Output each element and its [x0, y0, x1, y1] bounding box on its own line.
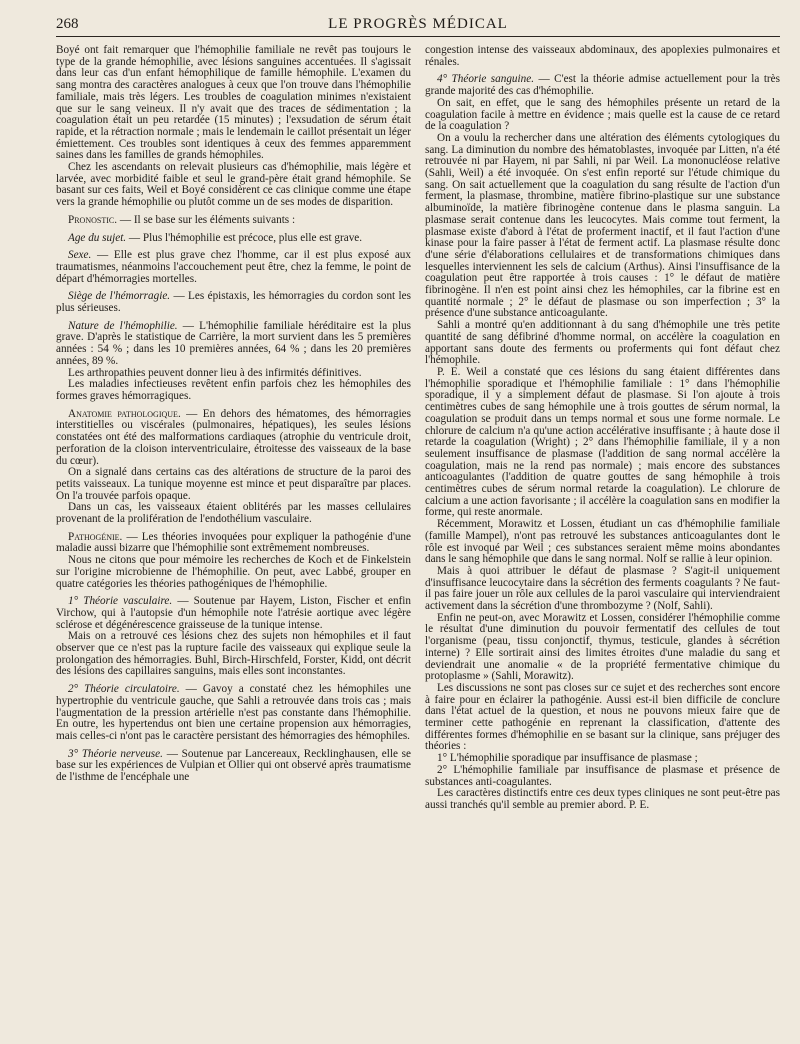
subsection-heading: 4° Théorie sanguine.	[437, 73, 534, 86]
paragraph-text: On sait, en effet, que le sang des hémophiles présente un retard de la coagulation facile à mettre en évidence ; mais quelle est la cause de ce retard de la coagulation ?	[425, 96, 780, 133]
paragraph	[425, 367, 780, 519]
paragraph-text: Chez les ascendants on relevait plusieurs cas d'hémophilie, mais légère et larvée, avec morbidité faible et seul le grand-père était grand hémophile. Se basant sur ces faits, Weil et Boyé considèrent ce cas clinique comme une étape vers la grande hémophilie ou plutôt comme un de ses modes de disparition.	[56, 161, 411, 209]
paragraph-text: Les arthropathies peuvent donner lieu à des infirmités définitives.	[68, 366, 362, 379]
paragraph-text: — Soutenue par Lancereaux, Recklinghausen, elle se base sur les expériences de Vulpian et Ollier qui ont observé après traumatisme de l'isthme de l'encéphale une	[56, 747, 411, 784]
paragraph-text: — En dehors des hématomes, des hémorragies interstitielles ou viscérales (pulmonaires, hépatiques), les seules lésions constatées ont été des malformations cardiaques (atrophie du ventricule droit, perforation de la cloison interventriculaire, étroitesse des vaisseaux de la base du cœur).	[56, 407, 411, 467]
paragraph-text: Dans un cas, les vaisseaux étaient oblitérés par les masses cellulaires provenant de la prolifération de l'endothélium vasculaire.	[56, 501, 411, 526]
paragraph-text: Enfin ne peut-on, avec Morawitz et Lossen, considérer l'hémophilie comme le résultat d'une diminution du pouvoir fermentatif des cellules de tout l'organisme (peau, tissu conjonctif, thymus, testicule, glandes à sécrétion interne) ? Elle sortirait ainsi des limites étroites d'une maladie du sang et deviendrait une anomalie « de la propriété fermentative chimique du protoplasme » (Sahli, Morawitz).	[425, 611, 780, 683]
paragraph-text: — Soutenue par Hayem, Liston, Fischer et enfin Virchow, qui à l'autopsie d'un hémophile note l'atrésie aortique avec légère sclérose et dégénérescence graisseuse de la tunique intense.	[56, 595, 411, 631]
page-number: 268	[56, 16, 79, 32]
left-column	[56, 45, 411, 812]
paragraph	[56, 379, 411, 402]
paragraph-text: Sahli a montré qu'en additionnant à du sang d'hémophile une très petite quantité de sang défibriné d'homme normal, on accélère la coagulation en apportant sans doute des ferments ou proferments qui font défaut chez l'hémophile.	[425, 319, 780, 367]
paragraph-text: — Les épistaxis, les hémorragies du cordon sont les plus sérieuses.	[56, 290, 411, 315]
paragraph	[56, 684, 411, 743]
section-heading: Pronostic.	[68, 213, 118, 226]
section-heading: Anatomie pathologique.	[68, 407, 181, 420]
subsection-heading: Age du sujet.	[68, 231, 127, 244]
paragraph	[56, 596, 411, 631]
paragraph-text: Mais on a retrouvé ces lésions chez des sujets non hémophiles et il faut observer que ce n'est pas la rupture facile des vaisseaux qui explique seule la prolongation des hémorragies. Buhl, Birch-Hirschfeld, Forster, Kidd, ont décrit des lésions des capillaires sanguins, mais elles sont inconstantes.	[56, 630, 411, 678]
paragraph-text: 1° L'hémophilie sporadique par insuffisance de plasmase ;	[437, 752, 698, 765]
paragraph	[425, 320, 780, 367]
paragraph	[425, 133, 780, 320]
paragraph-text: Mais à quoi attribuer le défaut de plasmase ? S'agit-il uniquement d'insuffisance leucocytaire dans la sécrétion des ferments coagulants ? Ne faut-il pas faire jouer un rôle aux cellules de la paroi vasculaire qui interviendraient activement dans la sécrétion d'une thrombozyme ? (Nolf, Sahli).	[425, 564, 780, 613]
paragraph-text: congestion intense des vaisseaux abdominaux, des apoplexies pulmonaires et rénales.	[425, 44, 780, 68]
paragraph	[56, 215, 411, 227]
paragraph	[425, 98, 780, 133]
paragraph-text: — L'hémophilie familiale héréditaire est la plus grave. D'après le statistique de Carrière, la mort survient dans les 5 premières années : 54 % ; dans les 10 premières années, 64 % ; dans les 20 premières années, 89 %.	[56, 319, 412, 367]
paragraph	[425, 613, 780, 683]
paragraph	[56, 233, 411, 245]
paragraph-text: — Gavoy a constaté chez les hémophiles une hypertrophie du ventricule gauche, que Sahli a retrouvée dans trois cas ; mais l'augmentation de la pression artérielle n'est pas constante dans l'hémophilie. En outre, les hypertendus ont bien une certaine propension aux hémorragies, mais celles-ci n'ont pas le caractère persistant des hémorragies des hémophiles.	[56, 683, 411, 742]
paragraph	[56, 749, 411, 784]
paragraph	[56, 631, 411, 678]
paragraph	[56, 555, 411, 590]
paragraph	[425, 45, 780, 68]
journal-title: LE PROGRÈS MÉDICAL	[328, 16, 508, 32]
subsection-heading: 3° Théorie nerveuse.	[68, 747, 163, 760]
subsection-heading: 1° Théorie vasculaire.	[68, 595, 173, 608]
paragraph-text: P. E. Weil a constaté que ces lésions du sang étaient différentes dans l'hémophilie sporadique et l'hémophilie familiale : 1° dans l'hémophilie sporadique, il y a simplement défaut de plasmase. Si l'on ajoute à trois centimètres cubes de sang hémophile une à trois gouttes de sérum normal, la coagulation se produit dans un temps normal et sous une forme normale. Le chlorure de calcium n'a qu'une action accélérative insuffisante ; à haute dose il retarde la coagulation (Wright) ; 2° dans l'hémophilie familiale, il y a non seulement insuffisance de plasmase (l'addition de sang normal accélère la coagulation, mais ne la rend pas normale) ; mais encore des substances anticoagulantes (l'addition de quatre gouttes de sang hémophile à trois centimètres cubes de sérum normal retarde la coagulation). Le chlorure de calcium a une action favorisante ; il accélère la coagulation sans en modifier la forme, qui reste anormale.	[425, 365, 780, 519]
paragraph-text: — Elle est plus grave chez l'homme, car il est plus exposé aux traumatismes, néanmoins l'accouchement peut être, chez la femme, le point de départ d'hémorragies mortelles.	[56, 249, 411, 285]
paragraph-text: Les maladies infectieuses revêtent enfin parfois chez les hémophiles des formes graves hémorragiques.	[56, 378, 411, 402]
paragraph	[425, 765, 780, 788]
paragraph	[56, 532, 411, 555]
paragraph	[425, 683, 780, 753]
paragraph	[56, 467, 411, 502]
paragraph-text: Boyé ont fait remarquer que l'hémophilie familiale ne revêt pas toujours le type de la grande hémophilie, avec lésions sanguines accentuées. Il s'agissait dans leur cas d'un enfant hémophilique de famille hémophile. L'examen du sang montra des caractères analogues à ceux que l'on trouve dans l'hémophilie familiale, mais très légers. Les troubles de coagulation minimes n'existaient que sur le sang veineux. Il n'y avait que des traces de sédimentation ; la coagulation était un peu retardée (15 minutes) ; l'exsudation de sérum était rapide, et la rétraction normale ; mais le lendemain le caillot présentait un léger émiettement. Ces troubles sont identiques à ceux des femmes apparemment saines dans les familles de grands hémophiles.	[56, 44, 411, 162]
paragraph-text: Nous ne citons que pour mémoire les recherches de Koch et de Finkelstein sur l'origine microbienne de l'hémophilie. On peut, avec Labbé, grouper en quatre catégories les théories pathogéniques de l'hémophilie.	[56, 554, 411, 590]
paragraph	[56, 45, 411, 162]
paragraph-text: Les discussions ne sont pas closes sur ce sujet et des recherches sont encore à faire pour en éclairer la pathogénie. Aussi est-il bien difficile de conclure dans l'état actuel de la question, et nous ne pouvons mieux faire que de terminer cette pathogénie en reprenant la classification, d'attente des différentes formes d'hémophilie en se basant sur la clinique, sans préjuger des théories :	[425, 681, 780, 753]
paragraph-text: — Plus l'hémophilie est précoce, plus elle est grave.	[126, 231, 363, 244]
paragraph	[56, 250, 411, 285]
subsection-heading: Nature de l'hémophilie.	[68, 319, 178, 332]
paragraph-text: — Les théories invoquées pour expliquer la pathogénie d'une maladie aussi bizarre que l'hémophilie sont extrêmement nombreuses.	[56, 530, 411, 555]
running-header	[56, 14, 780, 37]
paragraph	[425, 566, 780, 613]
paragraph	[56, 162, 411, 209]
subsection-heading: Sexe.	[68, 249, 92, 262]
subsection-heading: Siège de l'hémorragie.	[68, 290, 171, 303]
section-heading: Pathogénie.	[68, 530, 123, 543]
paragraph	[425, 519, 780, 566]
paragraph-text: Les caractères distinctifs entre ces deux types cliniques ne sont peut-être pas aussi tranchés qu'il semble au premier abord. P. E.	[425, 787, 780, 811]
paragraph	[425, 788, 780, 811]
subsection-heading: 2° Théorie circulatoire.	[68, 683, 180, 696]
paragraph-text: — C'est la théorie admise actuellement pour la très grande majorité des cas d'hémophilie.	[425, 73, 780, 98]
paragraph-text: — Il se base sur les éléments suivants :	[117, 213, 296, 226]
paragraph	[56, 502, 411, 525]
paragraph	[56, 291, 411, 314]
right-column	[425, 45, 780, 812]
paragraph-text: Récemment, Morawitz et Lossen, étudiant un cas d'hémophilie familiale (famille Mampel), n'ont pas retrouvé les substances anticoagulantes dont le rôle est invoqué par Weil ; ces substances seraient même moins abondantes dans le sang hémophile que dans le sang normal. Nolf se rallie à leur opinion.	[425, 518, 780, 566]
paragraph	[56, 321, 411, 368]
paragraph	[425, 74, 780, 97]
paragraph-text: On a voulu la rechercher dans une altération des éléments cytologiques du sang. La diminution du nombre des hématoblastes, invoquée par Litten, n'a été retrouvée ni par Hayem, ni par Sahli, ni par Weil. La mononucléose relative (Sahli, Weil) a été invoquée. On s'est enfin reporté sur l'étude chimique du sang. On sait actuellement que la coagulation du sang résulte de l'action d'un ferment, la plasmase, thrombine, matière fibrino-plastique sur une substance albuminoïde, la matière fibrinogène contenue dans le plasma sanguin. La plasmase serait contenue dans les leucocytes. Mais comme tout ferment, la plasmase existe d'abord à l'état de proferment inactif, et il faut l'action d'une kinase pour la faire passer à l'état de ferment actif. La plasmase résulte donc d'une série d'élaborations cellulaires et de transformations chimiques dans lesquelles interviennent les sels de calcium (Arthus). Ainsi l'insuffisance de la coagulation peut être rapportée à trois causes : 1° le défaut de matière fibrinogène. Il n'en est point ainsi chez les hémophiles, car la fibrine est en quantité normale ; 2° le défaut de plasmase ou son imperfection ; 3° la présence d'une substance anticoagulante.	[425, 131, 780, 320]
paragraph-text: On a signalé dans certains cas des altérations de structure de la paroi des petits vaisseaux. La tunique moyenne est mince et peut disparaître par places. On l'a trouvée parfois opaque.	[56, 466, 411, 502]
paragraph	[56, 409, 411, 468]
paragraph-text: 2° L'hémophilie familiale par insuffisance de plasmase et présence de substances anti-coagulantes.	[425, 763, 780, 788]
text-columns	[56, 45, 780, 812]
